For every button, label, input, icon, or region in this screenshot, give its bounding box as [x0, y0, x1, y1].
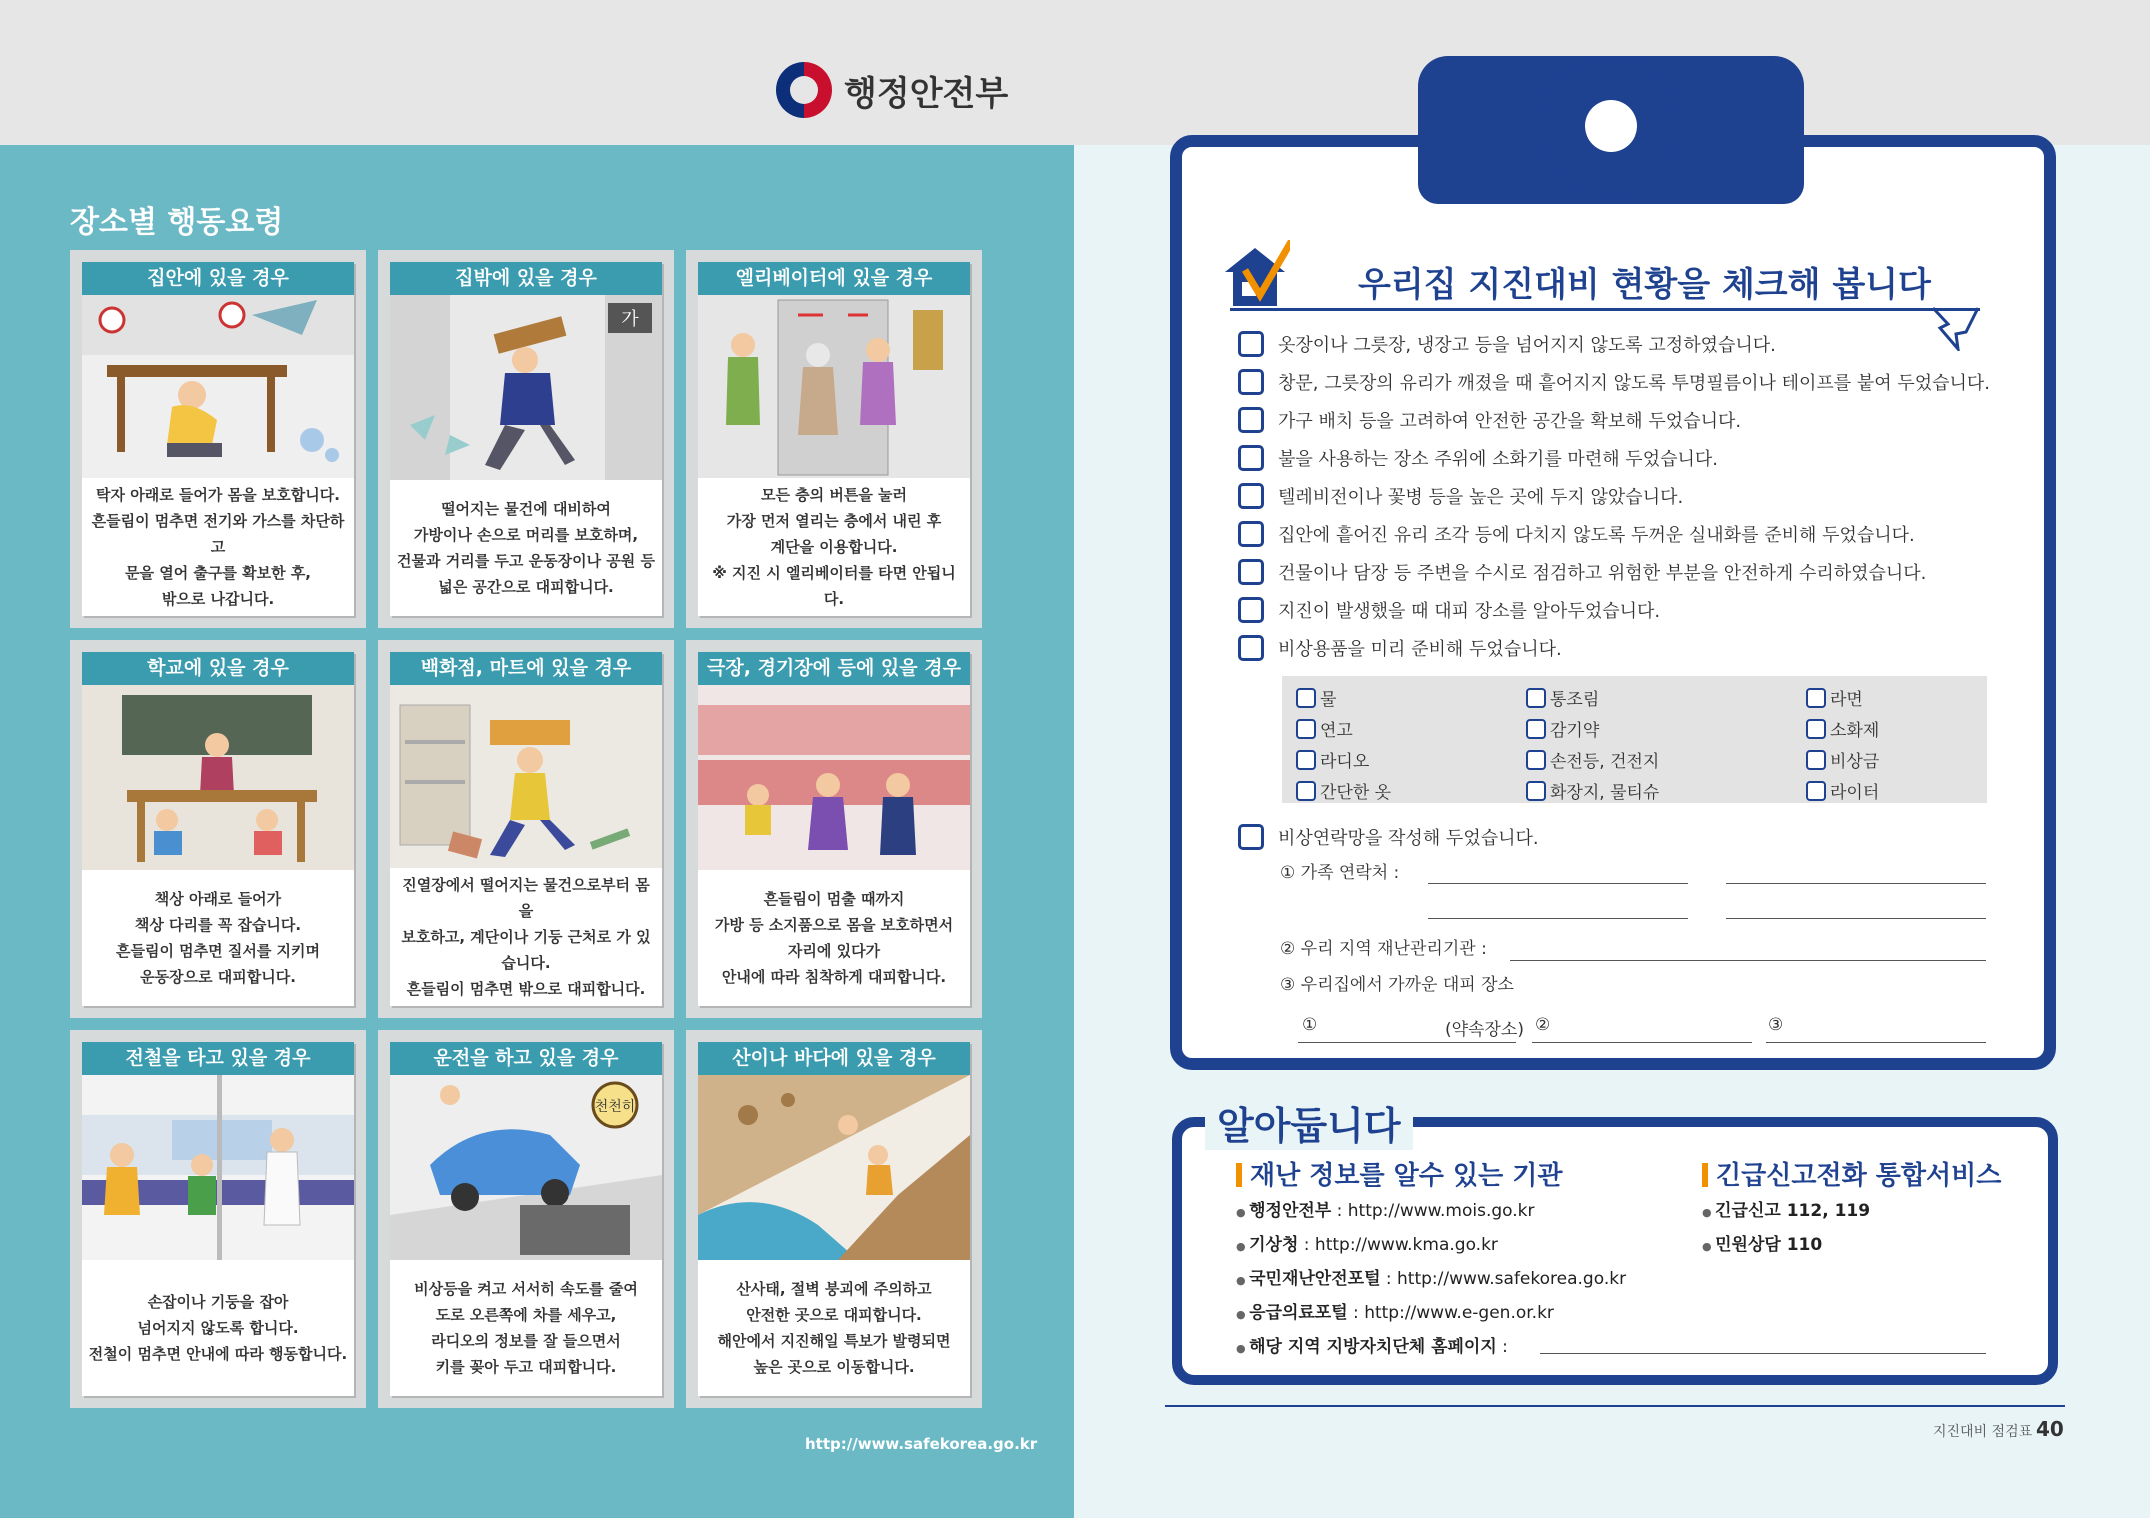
- left-page-title: 장소별 행동요령: [70, 205, 284, 240]
- sign-text: 천천히: [594, 1099, 636, 1115]
- checkbox[interactable]: [1806, 750, 1826, 770]
- card-instructions: 진열장에서 떨어지는 물건으로부터 몸을 보호하고, 계단이나 기둥 근처로 가 있습니다. 흔들림이 멈추면 밖으로 대피합니다.: [401, 876, 651, 998]
- subway-illustration: [82, 1075, 354, 1260]
- family-contact-field[interactable]: [1726, 883, 1986, 884]
- shelter-3-label: ③: [1768, 1015, 1784, 1035]
- clipboard-clip-hole: [1585, 100, 1637, 152]
- agency-label: ② 우리 지역 재난관리기관 :: [1280, 939, 1487, 959]
- checklist-item-contact: 비상연락망을 작성해 두었습니다.: [1238, 818, 1539, 856]
- card-title: 전철을 타고 있을 경우: [82, 1042, 354, 1075]
- supply-item: 감기약: [1526, 713, 1806, 744]
- checklist-title: 우리집 지진대비 현황을 체크해 봅니다: [1358, 265, 1931, 305]
- checkbox[interactable]: [1238, 597, 1264, 623]
- checklist-item: 비상용품을 미리 준비해 두었습니다.: [1238, 629, 2018, 667]
- action-card-grid: [70, 250, 1005, 1408]
- footer-rule: [1165, 1405, 2065, 1407]
- card-instructions: 산사태, 절벽 붕괴에 주의하고 안전한 곳으로 대피합니다. 해안에서 지진해일 특보가 발령되면 높은 곳으로 이동합니다.: [717, 1280, 951, 1376]
- family-contact-label: ① 가족 연락처 :: [1280, 863, 1400, 883]
- checkbox[interactable]: [1526, 750, 1546, 770]
- card-title: 극장, 경기장에 등에 있을 경우: [698, 652, 970, 685]
- supply-item: 물: [1296, 682, 1526, 713]
- checklist-item: 건물이나 담장 등 주변을 수시로 점검하고 위험한 부분을 안전하게 수리하였습니다.: [1238, 553, 2018, 591]
- emergency-item: ● 긴급신고 112, 119: [1702, 1195, 1870, 1229]
- footer-label: 지진대비 점검표: [1933, 1424, 2033, 1440]
- supply-item: 소화제: [1806, 713, 2001, 744]
- checkbox[interactable]: [1238, 407, 1264, 433]
- supply-item: 비상금: [1806, 744, 2001, 775]
- card-instructions: 탁자 아래로 들어가 몸을 보호합니다. 흔들림이 멈추면 전기와 가스를 차단하고 문을 열어 출구를 확보한 후, 밖으로 나갑니다.: [91, 486, 345, 608]
- supply-item: 연고: [1296, 713, 1526, 744]
- checkbox[interactable]: [1296, 750, 1316, 770]
- card-instructions: 책상 아래로 들어가 책상 다리를 꼭 잡습니다. 흔들림이 멈추면 질서를 지키며 운동장으로 대피합니다.: [115, 890, 321, 986]
- taegeuk-logo-icon: [776, 62, 832, 118]
- local-gov-homepage-field[interactable]: [1540, 1353, 1986, 1354]
- emergency-call-list: [1702, 1195, 1870, 1263]
- shelter-2-label: ②: [1535, 1015, 1551, 1035]
- supply-item: 간단한 옷: [1296, 775, 1526, 806]
- supply-item: 통조림: [1526, 682, 1806, 713]
- shelter-field[interactable]: [1766, 1042, 1986, 1043]
- meeting-place-label: (약속장소): [1445, 1020, 1524, 1040]
- school-illustration: [82, 685, 354, 870]
- emergency-item: ● 민원상담 110: [1702, 1229, 1870, 1263]
- link-item[interactable]: ● 기상청 : http://www.kma.go.kr: [1236, 1229, 1626, 1263]
- checkbox[interactable]: [1806, 781, 1826, 801]
- disaster-info-links: [1236, 1195, 1626, 1365]
- checkbox[interactable]: [1238, 635, 1264, 661]
- card-title: 엘리베이터에 있을 경우: [698, 262, 970, 295]
- card-title: 집밖에 있을 경우: [390, 262, 662, 295]
- shelter-1-label: ①: [1302, 1015, 1318, 1035]
- outside-illustration: [390, 295, 662, 480]
- card-instructions: 모든 층의 버튼을 눌러 가장 먼저 열리는 층에서 내린 후 계단을 이용합니다. ※ 지진 시 엘리베이터를 타면 안됩니다.: [712, 486, 956, 608]
- checklist-item: 옷장이나 그릇장, 냉장고 등을 넘어지지 않도록 고정하였습니다.: [1238, 325, 2018, 363]
- card-mountain-sea: [686, 1030, 982, 1408]
- family-contact-field[interactable]: [1726, 918, 1986, 919]
- checkbox[interactable]: [1238, 824, 1264, 850]
- supply-item: 라디오: [1296, 744, 1526, 775]
- title-underline: [1230, 308, 1980, 311]
- link-item: ● 해당 지역 지방자치단체 홈페이지 :: [1236, 1331, 1626, 1365]
- shelter-field[interactable]: [1298, 1042, 1516, 1043]
- elevator-illustration: [698, 295, 970, 478]
- org-name: 행정안전부: [844, 73, 1009, 114]
- checkbox[interactable]: [1296, 688, 1316, 708]
- mart-illustration: [390, 685, 662, 868]
- checklist-item: 지진이 발생했을 때 대피 장소를 알아두었습니다.: [1238, 591, 2018, 629]
- card-elevator: [686, 250, 982, 628]
- supply-item: 손전등, 건전지: [1526, 744, 1806, 775]
- checkbox[interactable]: [1238, 369, 1264, 395]
- card-home: [70, 250, 366, 628]
- checklist-item: 창문, 그릇장의 유리가 깨졌을 때 흩어지지 않도록 투명필름이나 테이프를 붙여 두었습니다.: [1238, 363, 2018, 401]
- supply-item: 라면: [1806, 682, 2001, 713]
- checkbox[interactable]: [1238, 331, 1264, 357]
- checkbox[interactable]: [1238, 445, 1264, 471]
- card-title: 집안에 있을 경우: [82, 262, 354, 295]
- card-instructions: 비상등을 켜고 서서히 속도를 줄여 도로 오른쪽에 차를 세우고, 라디오의 정보를 잘 들으면서 키를 꽂아 두고 대피합니다.: [414, 1280, 638, 1376]
- shelter-field[interactable]: [1532, 1042, 1752, 1043]
- checkbox[interactable]: [1806, 719, 1826, 739]
- disaster-info-heading: 재난 정보를 알수 있는 기관: [1236, 1155, 1562, 1192]
- checklist-item: 불을 사용하는 장소 주위에 소화기를 마련해 두었습니다.: [1238, 439, 2018, 477]
- checkbox[interactable]: [1526, 781, 1546, 801]
- checkbox[interactable]: [1806, 688, 1826, 708]
- card-theater: [686, 640, 982, 1018]
- checkbox[interactable]: [1238, 483, 1264, 509]
- card-instructions: 손잡이나 기둥을 잡아 넘어지지 않도록 합니다. 전철이 멈추면 안내에 따라 행동합니다.: [88, 1293, 348, 1363]
- link-item[interactable]: ● 국민재난안전포털 : http://www.safekorea.go.kr: [1236, 1263, 1626, 1297]
- checklist-item: 텔레비전이나 꽃병 등을 높은 곳에 두지 않았습니다.: [1238, 477, 2018, 515]
- checkbox[interactable]: [1526, 688, 1546, 708]
- checkbox[interactable]: [1238, 521, 1264, 547]
- safekorea-url[interactable]: http://www.safekorea.go.kr: [805, 1435, 1038, 1453]
- home-illustration: [82, 295, 354, 478]
- link-item[interactable]: ● 행정안전부 : http://www.mois.go.kr: [1236, 1195, 1626, 1229]
- checklist-item: 집안에 흩어진 유리 조각 등에 다치지 않도록 두꺼운 실내화를 준비해 두었습니다.: [1238, 515, 2018, 553]
- card-mart: [378, 640, 674, 1018]
- page-number: 40: [2036, 1417, 2064, 1441]
- shelter-label: ③ 우리집에서 가까운 대피 장소: [1280, 975, 1514, 995]
- checkbox[interactable]: [1238, 559, 1264, 585]
- card-title: 백화점, 마트에 있을 경우: [390, 652, 662, 685]
- card-instructions: 흔들림이 멈출 때까지 가방 등 소지품으로 몸을 보호하면서 자리에 있다가 안내에 따라 침착하게 대피합니다.: [714, 890, 954, 986]
- checkbox[interactable]: [1526, 719, 1546, 739]
- card-subway: [70, 1030, 366, 1408]
- emergency-supplies-list: [1282, 676, 1987, 803]
- emergency-call-heading: 긴급신고전화 통합서비스: [1702, 1155, 2001, 1192]
- house-check-icon: [1220, 240, 1290, 310]
- card-school: [70, 640, 366, 1018]
- family-contact-field[interactable]: [1428, 883, 1688, 884]
- card-title: 운전을 하고 있을 경우: [390, 1042, 662, 1075]
- notice-title: 알아둡니다: [1205, 1095, 1413, 1150]
- card-title: 학교에 있을 경우: [82, 652, 354, 685]
- supply-item: 화장지, 물티슈: [1526, 775, 1806, 806]
- top-bar: [0, 0, 2150, 145]
- card-outside: [378, 250, 674, 628]
- mountain-sea-illustration: [698, 1075, 970, 1260]
- left-page: [0, 145, 1074, 1518]
- checklist: [1238, 325, 2018, 667]
- card-title: 산이나 바다에 있을 경우: [698, 1042, 970, 1075]
- theater-illustration: [698, 685, 970, 870]
- sign-text: 가: [621, 309, 639, 330]
- card-instructions: 떨어지는 물건에 대비하여 가방이나 손으로 머리를 보호하며, 건물과 거리를 두고 운동장이나 공원 등 넓은 공간으로 대피합니다.: [397, 500, 655, 596]
- supply-item: 라이터: [1806, 775, 2001, 806]
- org-logo: [776, 62, 1008, 118]
- driving-illustration: [390, 1075, 662, 1260]
- card-driving: [378, 1030, 674, 1408]
- checkbox[interactable]: [1296, 781, 1316, 801]
- agency-field[interactable]: [1510, 960, 1986, 961]
- checklist-item: 가구 배치 등을 고려하여 안전한 공간을 확보해 두었습니다.: [1238, 401, 2018, 439]
- family-contact-field[interactable]: [1428, 918, 1688, 919]
- checkbox[interactable]: [1296, 719, 1316, 739]
- link-item[interactable]: ● 응급의료포털 : http://www.e-gen.or.kr: [1236, 1297, 1626, 1331]
